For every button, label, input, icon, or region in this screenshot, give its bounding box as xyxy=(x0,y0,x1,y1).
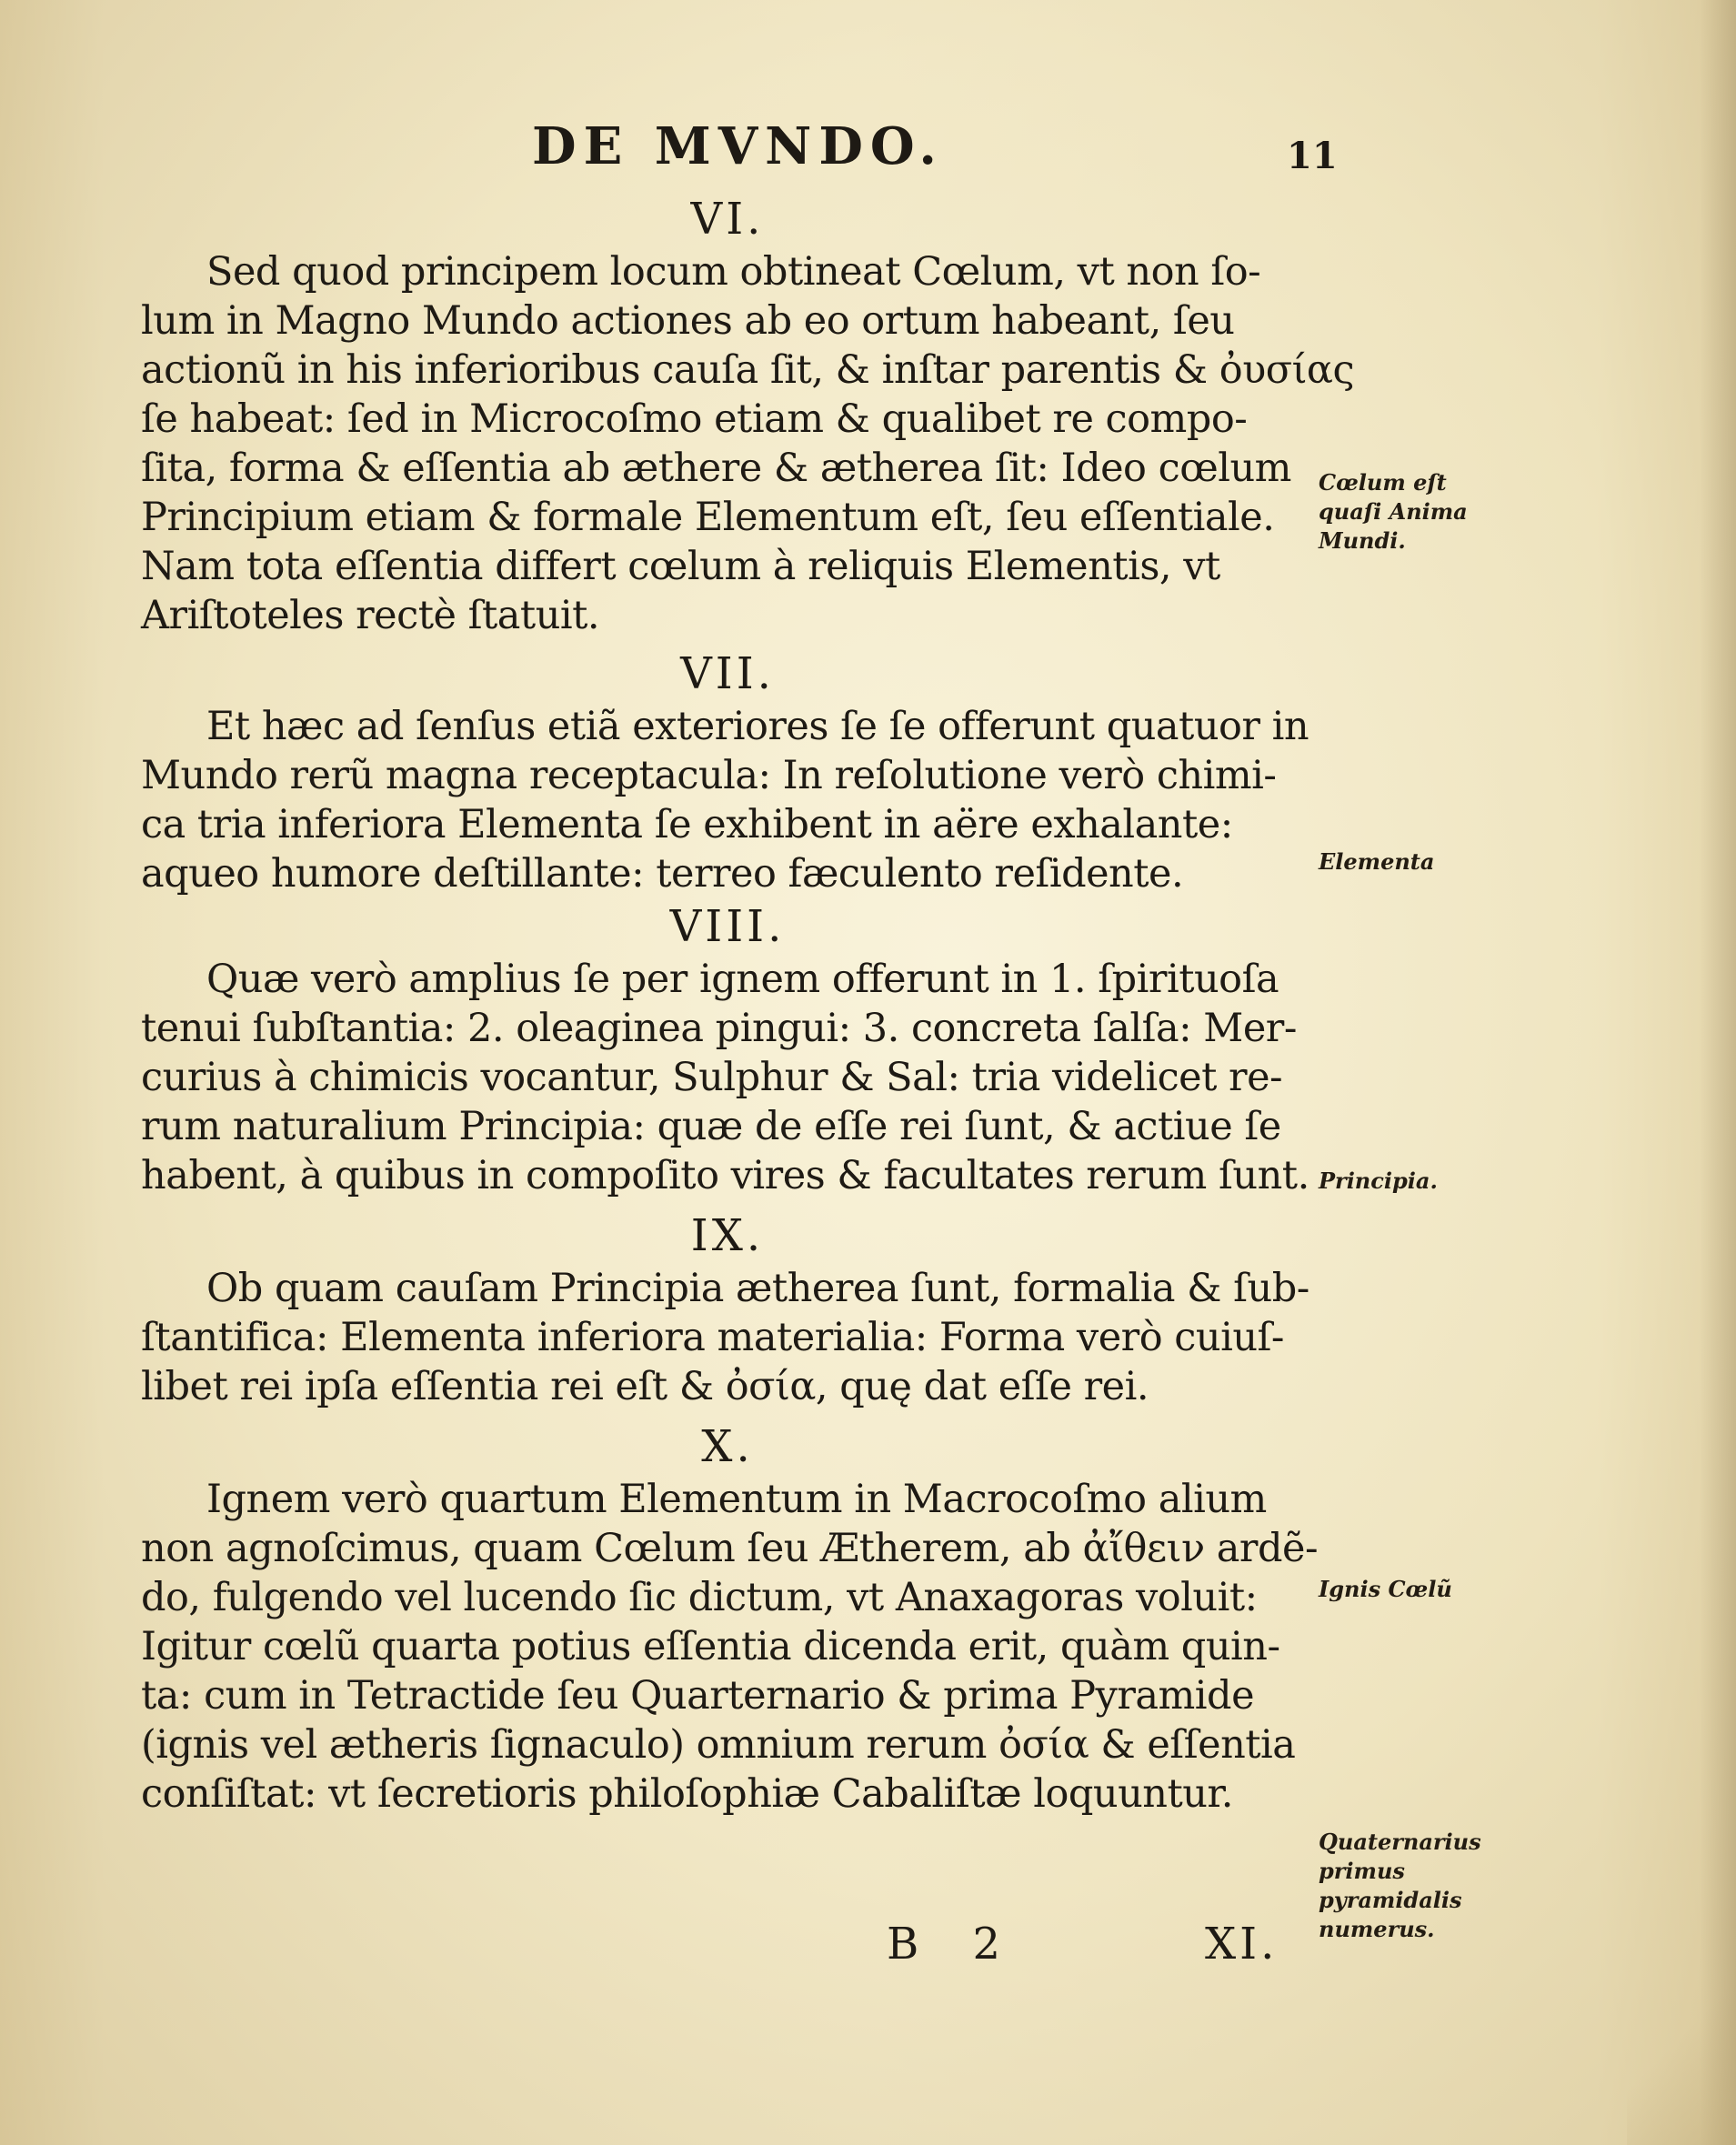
text-line: habent, à quibus in compoſito vires & facultates rerum ſunt. xyxy=(141,1153,1310,1198)
text-line: Ignem verò quartum Elementum in Macrocoſmo alium xyxy=(206,1477,1267,1522)
text-line: Nam tota eſſentia differt cœlum à reliquis Elementis, vt xyxy=(141,544,1220,589)
text-line: Et hæc ad ſenſus etiã exteriores ſe ſe offerunt quatuor in xyxy=(206,704,1310,749)
text-line: Igitur cœlũ quarta potius eſſentia dicenda erit, quàm quin- xyxy=(141,1624,1280,1669)
text-line: rum naturalium Principia: quæ de eſſe rei ſunt, & actiue ſe xyxy=(141,1104,1281,1149)
text-line: aqueo humore deſtillante: terreo fæculento reſidente. xyxy=(141,851,1184,897)
text-line: conſiſtat: vt ſecretioris philoſophiæ Cabaliſtæ loquuntur. xyxy=(141,1771,1233,1817)
text-line: ca tria inferiora Elementa ſe exhibent in aëre exhalante: xyxy=(141,802,1233,847)
text-line: ta: cum in Tetractide ſeu Quarternario & prima Pyramide xyxy=(141,1673,1255,1719)
section-heading: VII. xyxy=(680,648,775,699)
text-line: do, fulgendo vel lucendo ſic dictum, vt Anaxagoras voluit: xyxy=(141,1575,1258,1620)
marginal-note: Principia. xyxy=(1319,1168,1438,1194)
page-footer xyxy=(0,1919,1736,1973)
text-line: curius à chimicis vocantur, Sulphur & Sal: tria videlicet re- xyxy=(141,1055,1283,1100)
text-line: Principium etiam & formale Elementum eſt, ſeu eſſentiale. xyxy=(141,495,1275,540)
text-line: actionũ in his inferioribus cauſa ſit, & inſtar parentis & ὀυσίας xyxy=(141,347,1355,393)
text-line: ſtantifica: Elementa inferiora materialia: Forma verò cuiuſ- xyxy=(141,1315,1284,1360)
text-line: Quæ verò amplius ſe per ignem offerunt in 1. ſpirituoſa xyxy=(206,957,1279,1002)
text-line: lum in Magno Mundo actiones ab eo ortum habeant, ſeu xyxy=(141,298,1235,344)
marginal-note: Elementa xyxy=(1319,848,1435,875)
page-header xyxy=(0,116,1736,189)
signature-mark: B 2 xyxy=(887,1919,1021,1970)
text-line: ſita, forma & eſſentia ab æthere & ætherea ſit: Ideo cœlum xyxy=(141,446,1291,491)
running-title: DE MVNDO. xyxy=(532,116,944,176)
text-line: Sed quod principem locum obtineat Cœlum, vt non ſo- xyxy=(206,249,1261,295)
text-line: ſe habeat: ſed in Microcoſmo etiam & qualibet re compo- xyxy=(141,396,1248,442)
text-line: libet rei ipſa eſſentia rei eſt & ὀσία, quę dat eſſe rei. xyxy=(141,1364,1149,1409)
text-line: Ob quam cauſam Principia ætherea ſunt, formalia & ſub- xyxy=(206,1266,1310,1311)
text-line: tenui ſubſtantia: 2. oleaginea pingui: 3. concreta ſalſa: Mer- xyxy=(141,1006,1297,1051)
catchword: XI. xyxy=(1205,1919,1279,1970)
main-text xyxy=(141,191,1355,1819)
page-edge-shadow xyxy=(1700,0,1736,2145)
section-heading: X. xyxy=(701,1421,754,1472)
marginal-note: Cœlum eſt quaſi Anima Mundi. xyxy=(1319,469,1468,554)
text-line: Ariſtoteles rectè ſtatuit. xyxy=(141,593,600,638)
text-line: non agnoſcimus, quam Cœlum ſeu Ætherem, ab ἀἴθειν ardẽ- xyxy=(141,1526,1318,1571)
text-line: (ignis vel ætheris ſignaculo) omnium rerum ὀσία & eſſentia xyxy=(141,1722,1296,1768)
section-heading: IX. xyxy=(690,1210,765,1261)
marginal-note: Ignis Cœlũ xyxy=(1319,1576,1452,1602)
section-heading: VI. xyxy=(690,194,765,245)
section-heading: VIII. xyxy=(669,901,786,952)
marginal-note: Quaternarius primus pyramidalis numerus. xyxy=(1319,1829,1481,1942)
text-line: Mundo rerũ magna receptacula: In reſolutione verò chimi- xyxy=(141,753,1277,798)
page-number: 11 xyxy=(1287,135,1338,177)
